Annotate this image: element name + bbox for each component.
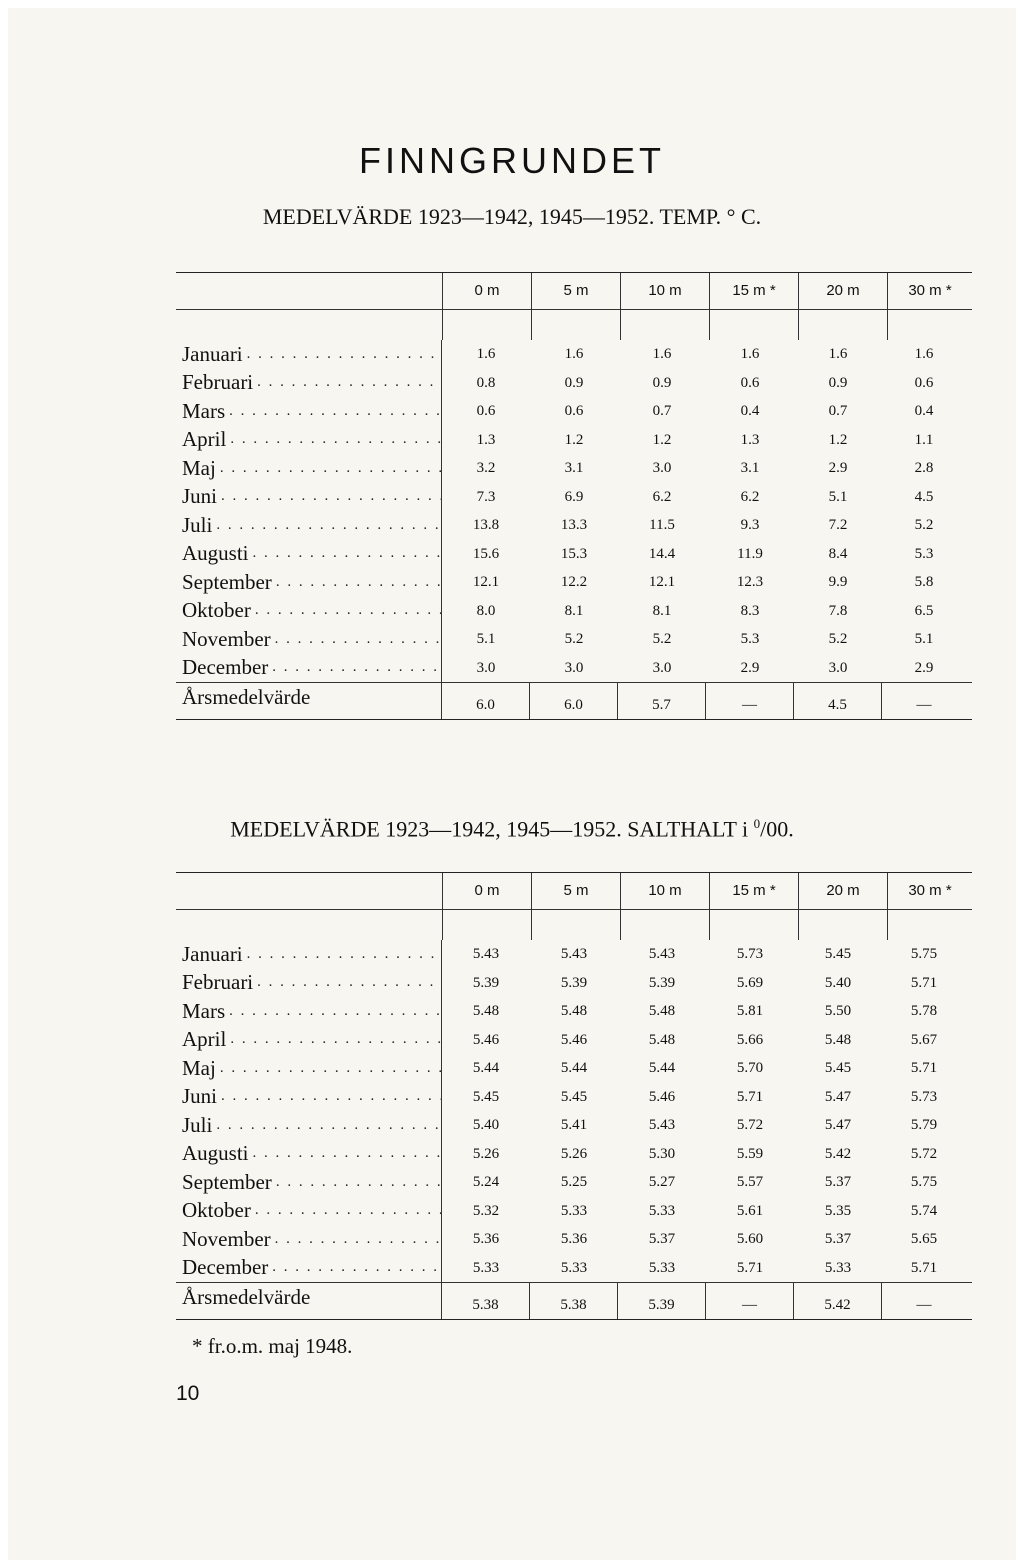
value-cell: 5.75 [910,946,938,962]
value-cell: 5.39 [560,974,588,991]
value-cell: 5.70 [736,1060,764,1076]
col-header: 30 m * [908,882,952,899]
leader-dots [268,1259,441,1276]
value-cell: 5.47 [824,1088,852,1105]
value-cell: 5.71 [910,974,938,991]
value-cell: 5.30 [648,1145,676,1162]
table-row [176,1111,972,1140]
value-cell: 5.44 [472,1060,500,1076]
value-cell: 11.5 [649,517,675,533]
leader-dots [216,1060,441,1077]
table-row [176,969,972,998]
value-cell: 0.6 [914,374,934,391]
leader-dots [253,974,441,991]
value-cell: 5.33 [560,1202,588,1219]
table-row [176,1197,972,1226]
value-cell: 5.43 [648,1117,676,1133]
value-cell: 1.3 [476,431,496,448]
col-header: 15 m * [710,873,799,909]
value-cell: 5.66 [736,1031,764,1048]
value-cell: 5.48 [560,1003,588,1019]
leader-dots [268,659,441,676]
value-cell: 2.9 [828,460,848,476]
month-name: Juni [182,1084,218,1109]
value-cell: 1.1 [914,431,934,448]
value-cell: 5.79 [910,1117,938,1133]
value-cell: 8.4 [828,545,848,562]
value-cell: 5.1 [914,631,934,647]
spacer-row [176,310,972,340]
salt-caption-text: MEDELVÄRDE 1923—1942, 1945—1952. SALTHALT i [230,816,754,842]
value-cell: 5.43 [648,946,676,962]
annual-label: Årsmedelvärde [176,683,442,719]
leader-dots [251,1202,441,1219]
leader-dots [272,1174,441,1191]
month-label [176,1054,442,1083]
month-label [176,1225,442,1254]
value-cell: 5.46 [560,1031,588,1048]
value-cell: 5.44 [560,1060,588,1076]
month-name: April [182,427,227,452]
value-cell: 3.0 [564,659,584,676]
spacer-row [176,910,972,940]
value-cell: 9.9 [828,574,848,590]
table-row [176,625,972,654]
table-row [176,540,972,569]
value-cell: 5.73 [736,946,764,962]
value-cell: 0.7 [828,403,848,419]
leader-dots [225,403,441,420]
month-name: Februari [182,970,254,995]
month-label [176,625,442,654]
table-row [176,1168,972,1197]
month-name: Juli [182,1112,213,1137]
value-cell: 2.8 [914,460,934,476]
value-cell: 2.9 [914,659,934,676]
leader-dots [271,631,441,648]
table-row [176,1254,972,1283]
month-label [176,654,442,683]
value-cell: 5.72 [910,1145,938,1162]
table-row [176,511,972,540]
value-cell: 6.5 [914,602,934,619]
annual-value: — [916,1297,932,1313]
value-cell: 5.39 [472,974,500,991]
value-cell: 0.4 [740,403,760,419]
value-cell: 7.2 [828,517,848,533]
month-name: November [182,1226,271,1251]
value-cell: 5.8 [914,574,934,590]
value-cell: 5.2 [564,631,584,647]
month-label [176,568,442,597]
value-cell: 12.3 [736,574,764,590]
salt-header-row [176,873,972,910]
month-name: November [182,626,271,651]
value-cell: 5.2 [652,631,672,647]
leader-dots [253,374,441,391]
col-header: 0 m [443,273,532,309]
month-label [176,1140,442,1169]
value-cell: 1.6 [476,346,496,362]
value-cell: 1.2 [564,431,584,448]
value-cell: 3.1 [564,460,584,476]
value-cell: 5.67 [910,1031,938,1048]
value-cell: 5.48 [648,1003,676,1019]
value-cell: 5.75 [910,1174,938,1190]
table-row [176,1140,972,1169]
col-header: 5 m [532,273,621,309]
value-cell: 5.43 [472,946,500,962]
value-cell: 5.39 [648,974,676,991]
value-cell: 5.2 [914,517,934,533]
value-cell: 5.41 [560,1117,588,1133]
temp-table [176,272,972,720]
month-name: September [182,569,272,594]
value-cell: 13.3 [560,517,588,533]
col-header: 20 m [799,273,888,309]
value-cell: 5.36 [560,1231,588,1247]
value-cell: 0.9 [564,374,584,391]
month-name: Juni [182,484,218,509]
annual-value: — [706,683,794,719]
leader-dots [217,488,441,505]
value-cell: 5.32 [472,1202,500,1219]
value-cell: 5.1 [828,488,848,505]
value-cell: 5.33 [472,1259,500,1276]
value-cell: 0.8 [476,374,496,391]
leader-dots [217,1088,441,1105]
table-row [176,940,972,969]
table-row [176,454,972,483]
value-cell: 5.57 [736,1174,764,1190]
month-label [176,340,442,369]
table-row [176,397,972,426]
value-cell: 1.6 [740,346,760,362]
value-cell: 3.0 [652,659,672,676]
value-cell: 5.42 [824,1145,852,1162]
annual-value: 5.38 [442,1283,530,1319]
annual-row [176,682,972,719]
month-label [176,1026,442,1055]
value-cell: 14.4 [648,545,676,562]
value-cell: 3.2 [476,460,496,476]
value-cell: 5.37 [824,1231,852,1247]
table-row [176,1054,972,1083]
value-cell: 8.1 [564,602,584,619]
salt-unit-sup: 0 [753,816,761,831]
value-cell: 3.1 [740,460,760,476]
value-cell: 5.65 [910,1231,938,1247]
value-cell: 6.9 [564,488,584,505]
value-cell: 5.48 [824,1031,852,1048]
value-cell: 5.48 [648,1031,676,1048]
value-cell: 5.46 [472,1031,500,1048]
month-name: Juli [182,512,213,537]
table-row [176,997,972,1026]
month-label [176,940,442,969]
value-cell: 4.5 [914,488,934,505]
month-label [176,483,442,512]
annual-row [176,1282,972,1319]
leader-dots [225,1003,441,1020]
value-cell: 13.8 [472,517,500,533]
month-label [176,1254,442,1283]
annual-value: 6.0 [530,683,618,719]
value-cell: 5.2 [828,631,848,647]
value-cell: 3.0 [652,460,672,476]
month-label [176,1168,442,1197]
annual-label: Årsmedelvärde [176,1283,442,1319]
value-cell: 0.6 [476,403,496,419]
month-name: Maj [182,455,216,480]
annual-value: 5.42 [794,1283,882,1319]
value-cell: 1.6 [652,346,672,362]
value-cell: 5.73 [910,1088,938,1105]
leader-dots [271,1231,441,1248]
month-label [176,426,442,455]
page-background [8,8,1016,1560]
table-row [176,483,972,512]
value-cell: 5.33 [648,1202,676,1219]
annual-value: 6.0 [442,683,530,719]
value-cell: 5.48 [472,1003,500,1019]
value-cell: 5.40 [472,1117,500,1133]
table-row [176,340,972,369]
value-cell: 7.3 [476,488,496,505]
annual-value: — [706,1283,794,1319]
col-header: 30 m * [908,282,952,299]
value-cell: 5.3 [740,631,760,647]
value-cell: 8.0 [476,602,496,619]
month-label [176,1197,442,1226]
col-header: 0 m [443,873,532,909]
value-cell: 12.2 [560,574,588,590]
month-label [176,540,442,569]
value-cell: 0.6 [740,374,760,391]
table-row [176,369,972,398]
footnote: * fr.o.m. maj 1948. [192,1334,353,1358]
annual-value: 4.5 [794,683,882,719]
annual-value: 5.7 [618,683,706,719]
value-cell: 1.3 [740,431,760,448]
value-cell: 5.59 [736,1145,764,1162]
month-label [176,369,442,398]
annual-value: 5.39 [618,1283,706,1319]
value-cell: 0.9 [828,374,848,391]
value-cell: 5.26 [560,1145,588,1162]
value-cell: 5.40 [824,974,852,991]
value-cell: 2.9 [740,659,760,676]
month-label [176,1111,442,1140]
value-cell: 5.1 [476,631,496,647]
value-cell: 15.3 [560,545,588,562]
value-cell: 5.45 [824,946,852,962]
value-cell: 5.72 [736,1117,764,1133]
leader-dots [249,1145,441,1162]
value-cell: 5.25 [560,1174,588,1190]
month-name: Mars [182,398,226,423]
salt-caption [0,816,1024,842]
value-cell: 8.3 [740,602,760,619]
table-row [176,568,972,597]
value-cell: 5.81 [736,1003,764,1019]
value-cell: 5.61 [736,1202,764,1219]
value-cell: 5.46 [648,1088,676,1105]
value-cell: 6.2 [652,488,672,505]
leader-dots [243,946,441,963]
value-cell: 0.4 [914,403,934,419]
value-cell: 5.45 [824,1060,852,1076]
value-cell: 5.24 [472,1174,500,1190]
col-header: 10 m [621,273,710,309]
value-cell: 1.2 [652,431,672,448]
value-cell: 5.37 [648,1231,676,1247]
month-name: December [182,655,269,680]
salt-table [176,872,972,1320]
value-cell: 5.33 [824,1259,852,1276]
value-cell: 6.2 [740,488,760,505]
col-header: 15 m * [710,273,799,309]
value-cell: 5.60 [736,1231,764,1247]
value-cell: 5.43 [560,946,588,962]
value-cell: 0.6 [564,403,584,419]
value-cell: 7.8 [828,602,848,619]
value-cell: 5.35 [824,1202,852,1219]
value-cell: 1.6 [828,346,848,362]
page-number: 10 [176,1382,200,1405]
value-cell: 1.6 [914,346,934,362]
value-cell: 5.37 [824,1174,852,1190]
month-name: Augusti [182,1141,249,1166]
value-cell: 3.0 [828,659,848,676]
page-title: FINNGRUNDET [359,140,665,181]
month-label [176,454,442,483]
value-cell: 5.71 [910,1259,938,1276]
value-cell: 5.33 [560,1259,588,1276]
value-cell: 1.6 [564,346,584,362]
value-cell: 5.27 [648,1174,676,1190]
annual-value: 5.38 [530,1283,618,1319]
value-cell: 5.47 [824,1117,852,1133]
value-cell: 0.7 [652,403,672,419]
value-cell: 5.74 [910,1202,938,1219]
month-label [176,969,442,998]
month-name: Mars [182,998,226,1023]
leader-dots [226,1031,441,1048]
header-label-cell [176,273,443,309]
value-cell: 5.45 [560,1088,588,1105]
value-cell: 5.50 [824,1003,852,1019]
month-name: September [182,1169,272,1194]
value-cell: 5.71 [736,1088,764,1105]
value-cell: 12.1 [472,574,500,590]
month-name: Januari [182,941,243,966]
temp-caption: MEDELVÄRDE 1923—1942, 1945—1952. TEMP. ° C. [262,204,762,229]
salt-body [176,940,972,1282]
value-cell: 5.44 [648,1060,676,1076]
value-cell: 11.9 [737,545,763,562]
month-name: Maj [182,1055,216,1080]
month-name: Oktober [182,598,251,623]
month-label [176,1083,442,1112]
salt-unit-rest: /00. [760,816,794,842]
month-name: December [182,1255,269,1280]
value-cell: 12.1 [648,574,676,590]
leader-dots [249,545,441,562]
col-header: 10 m [621,873,710,909]
leader-dots [212,517,441,534]
value-cell: 5.78 [910,1003,938,1019]
value-cell: 8.1 [652,602,672,619]
value-cell: 5.71 [736,1259,764,1276]
temp-header-row [176,273,972,310]
table-row [176,426,972,455]
month-label [176,511,442,540]
value-cell: 5.3 [914,545,934,562]
value-cell: 5.36 [472,1231,500,1247]
value-cell: 0.9 [652,374,672,391]
value-cell: 5.69 [736,974,764,991]
month-label [176,997,442,1026]
header-label-cell [176,873,443,909]
leader-dots [251,602,441,619]
table-row [176,1225,972,1254]
month-name: Februari [182,370,254,395]
value-cell: 9.3 [740,517,760,533]
temp-body [176,340,972,682]
table-row [176,1026,972,1055]
annual-value: — [916,697,932,713]
value-cell: 5.26 [472,1145,500,1162]
leader-dots [212,1117,441,1134]
month-name: Januari [182,341,243,366]
value-cell: 3.0 [476,659,496,676]
value-cell: 5.33 [648,1259,676,1276]
col-header: 5 m [532,873,621,909]
leader-dots [272,574,441,591]
table-row [176,1083,972,1112]
month-name: Augusti [182,541,249,566]
table-row [176,597,972,626]
leader-dots [243,346,441,363]
col-header: 20 m [799,873,888,909]
table-row [176,654,972,683]
value-cell: 5.45 [472,1088,500,1105]
value-cell: 1.2 [828,431,848,448]
value-cell: 15.6 [472,545,500,562]
value-cell: 5.71 [910,1060,938,1076]
month-name: Oktober [182,1198,251,1223]
month-name: April [182,1027,227,1052]
month-label [176,397,442,426]
leader-dots [226,431,441,448]
month-label [176,597,442,626]
leader-dots [216,460,441,477]
